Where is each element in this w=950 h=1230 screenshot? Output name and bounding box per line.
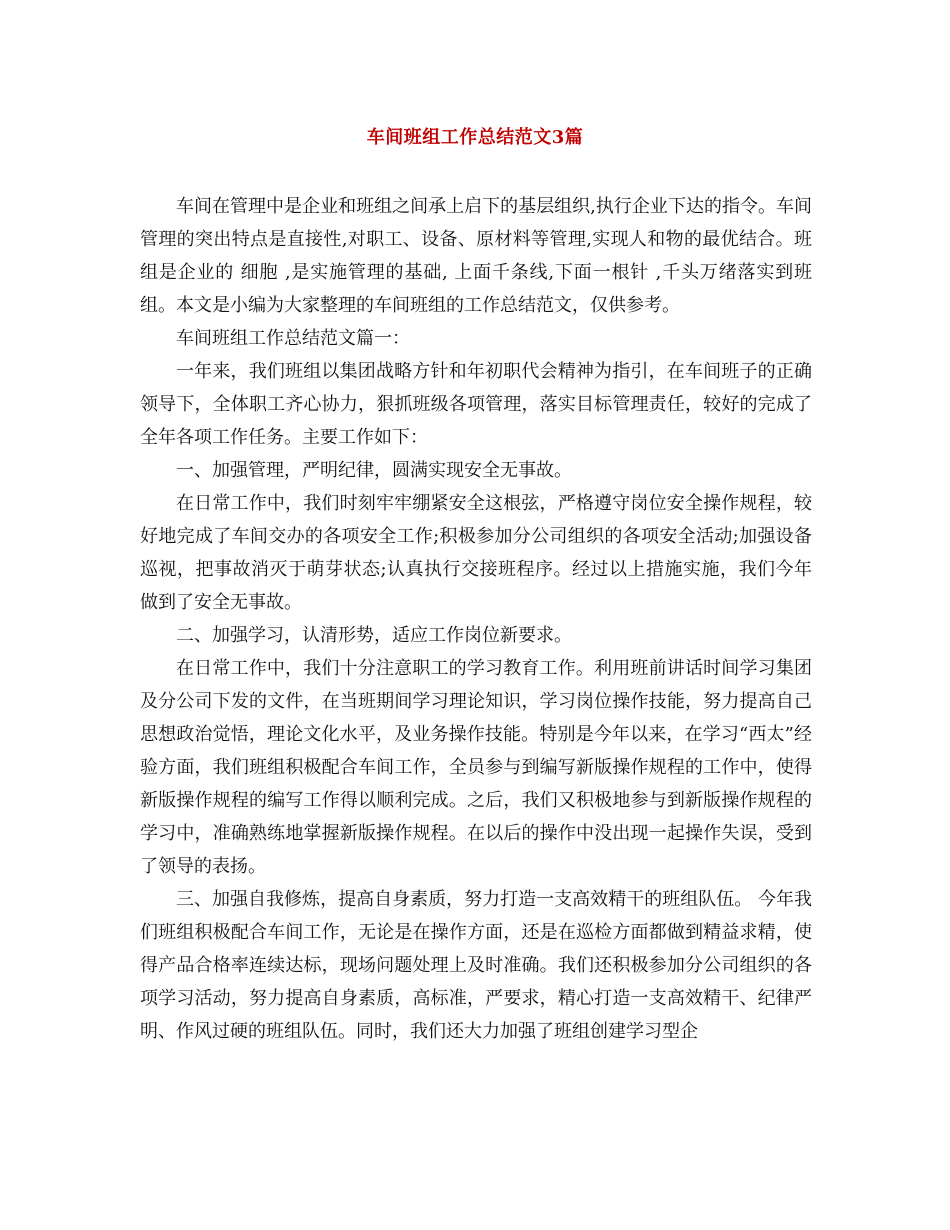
paragraph-point-two-heading: 二、加强学习，认清形势，适应工作岗位新要求。 [176,625,572,646]
document-title: 车间班组工作总结范文3篇 [366,127,584,148]
paragraph-section-heading: 车间班组工作总结范文篇一： [176,328,410,349]
paragraph-intro: 车间在管理中是企业和班组之间承上启下的基层组织,执行企业下达的指令。车间管理的突出特点是直接性,对职工、设备、原材料等管理,实现人和物的最优结合。班组是企业的 细胞 ,是实施管理的基础, 上面千条线,下面一根针 ,千头万绪落实到班组。本文是小编为大家整理的车间班组的工作总结范文，仅供参考。 [140,196,812,316]
paragraph-point-three: 三、加强自我修炼，提高自身素质，努力打造一支高效精干的班组队伍。 今年我们班组积极配合车间工作，无论是在操作方面，还是在巡检方面都做到精益求精，使得产品合格率连续达标，现场问题处理上及时准确。我们还积极参加分公司组织的各项学习活动，努力提高自身素质，高标准，严要求，精心打造一支高效精干、纪律严明、作风过硬的班组队伍。同时，我们还大力加强了班组创建学习型企 [140,889,812,1042]
paragraph-summary: 一年来，我们班组以集团战略方针和年初职代会精神为指引，在车间班子的正确领导下，全体职工齐心协力，狠抓班级各项管理，落实目标管理责任，较好的完成了全年各项工作任务。主要工作如下： [140,361,812,448]
document-body [140,190,812,1048]
paragraph-point-two-body: 在日常工作中，我们十分注意职工的学习教育工作。利用班前讲话时间学习集团及分公司下发的文件，在当班期间学习理论知识，学习岗位操作技能，努力提高自己思想政治觉悟，理论文化水平，及业务操作技能。特别是今年以来，在学习“西太”经验方面，我们班组积极配合车间工作，全员参与到编写新版操作规程的工作中，使得新版操作规程的编写工作得以顺利完成。之后，我们又积极地参与到新版操作规程的学习中，准确熟练地掌握新版操作规程。在以后的操作中没出现一起操作失误，受到了领导的表扬。 [140,658,812,877]
paragraph-point-one-heading: 一、加强管理，严明纪律，圆满实现安全无事故。 [176,460,572,481]
paragraph-point-one-body: 在日常工作中，我们时刻牢牢绷紧安全这根弦，严格遵守岗位安全操作规程，较好地完成了车间交办的各项安全工作;积极参加分公司组织的各项安全活动;加强设备巡视，把事故消灭于萌芽状态;认真执行交接班程序。经过以上措施实施，我们今年做到了安全无事故。 [140,493,812,613]
